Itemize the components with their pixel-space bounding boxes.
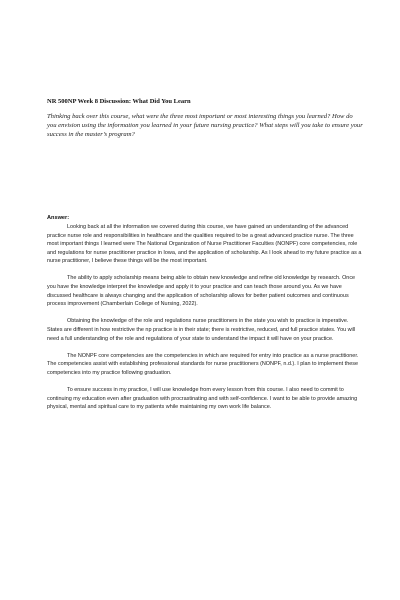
answer-paragraph: Obtaining the knowledge of the role and regulations nurse practitioners in the state you wish to practice is imperative. States are different in how restrictive the np practice is in their state; there is restrictive, reduced, and full practice states. You will need a full understanding of the role and regulations of your state to understand the impact it will have on your practice. bbox=[47, 318, 356, 342]
discussion-prompt: Thinking back over this course, what were the three most important or most interesting things you learned? How do you envision using the information you learned in your future nursing practice? What steps will you take to ensure your success in the master’s program? bbox=[47, 113, 363, 138]
answer-label: Answer: bbox=[47, 215, 70, 221]
answer-paragraph: To ensure success in my practice, I will use knowledge from every lesson from this course. I also need to commit to continuing my education even after graduation with procrastinating and with self-confidence. I want to be able to provide amazing physical, mental and spiritual care to my patients while maintaining my own work life balance. bbox=[47, 386, 358, 411]
answer-paragraph: The NONPF core competencies are the competencies in which are required for entry into practice as a nurse practitioner. The competencies assist with establishing professional standards for nurse practitioners (NONPF, n.d.). I plan to implement these competencies into my practice following graduation. bbox=[47, 352, 359, 376]
answer-body bbox=[47, 223, 365, 420]
answer-paragraph: The ability to apply scholarship means being able to obtain new knowledge and refine old knowledge by research. Once you have the knowledge interpret the knowledge and apply it to your practice and can teach those around you. As we have discussed healthcare is always changing and the application of scholarship allows for better patient outcomes and continuous process improvement (Chamberlain College of Nursing, 2022). bbox=[47, 275, 356, 308]
answer-paragraph: Looking back at all the information we covered during this course, we have gained an understanding of the advanced practice nurse role and responsibilities in healthcare and the qualities required to be a great advanced practice nurse. The three most important things I learned were The National Organization of Nurse Practitioner Faculties (NONPF) core competencies, role and regulations for nurse practitioner practice in Iowa, and the application of scholarship. As I look ahead to my future practice as a nurse practitioner, I believe these things will be the most important. bbox=[47, 224, 362, 265]
page-title: NR 500NP Week 8 Discussion: What Did You Learn bbox=[47, 98, 191, 105]
